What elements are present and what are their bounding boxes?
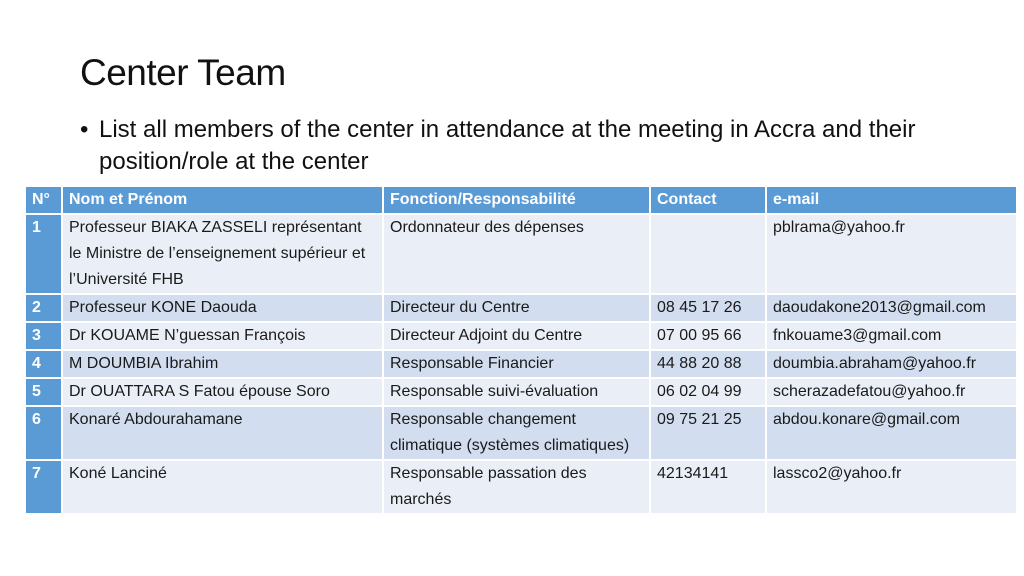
row-number: 6 (25, 406, 62, 460)
header-number: N° (25, 186, 62, 214)
row-email: scherazadefatou@yahoo.fr (766, 378, 1017, 406)
row-role: Responsable Financier (383, 350, 650, 378)
row-email: pblrama@yahoo.fr (766, 214, 1017, 294)
row-email: lassco2@yahoo.fr (766, 460, 1017, 514)
row-contact: 07 00 95 66 (650, 322, 766, 350)
row-email: doumbia.abraham@yahoo.fr (766, 350, 1017, 378)
row-role: Directeur du Centre (383, 294, 650, 322)
row-number: 3 (25, 322, 62, 350)
row-contact: 09 75 21 25 (650, 406, 766, 460)
row-number: 2 (25, 294, 62, 322)
row-name: M DOUMBIA Ibrahim (62, 350, 383, 378)
row-contact: 06 02 04 99 (650, 378, 766, 406)
row-name: Professeur KONE Daouda (62, 294, 383, 322)
row-contact: 44 88 20 88 (650, 350, 766, 378)
row-number: 4 (25, 350, 62, 378)
bullet-text: List all members of the center in attendance at the meeting in Accra and their position/role at the center (99, 116, 916, 175)
table-row (25, 322, 1017, 350)
table-row (25, 460, 1017, 514)
table-row (25, 214, 1017, 294)
header-function: Fonction/Responsabilité (383, 186, 650, 214)
row-email: fnkouame3@gmail.com (766, 322, 1017, 350)
slide-title: Center Team (80, 52, 286, 93)
row-contact (650, 214, 766, 294)
row-email: abdou.konare@gmail.com (766, 406, 1017, 460)
row-role: Responsable changement climatique (systèmes climatiques) (383, 406, 650, 460)
table-row (25, 406, 1017, 460)
row-role: Directeur Adjoint du Centre (383, 322, 650, 350)
row-name: Dr OUATTARA S Fatou épouse Soro (62, 378, 383, 406)
row-name: Dr KOUAME N’guessan François (62, 322, 383, 350)
bullet-dot-icon: • (80, 116, 89, 143)
row-role: Responsable passation des marchés (383, 460, 650, 514)
row-name: Koné Lanciné (62, 460, 383, 514)
header-name: Nom et Prénom (62, 186, 383, 214)
header-contact: Contact (650, 186, 766, 214)
header-email: e-mail (766, 186, 1017, 214)
bullet-item (80, 114, 960, 178)
row-role: Ordonnateur des dépenses (383, 214, 650, 294)
row-number: 1 (25, 214, 62, 294)
row-contact: 42134141 (650, 460, 766, 514)
row-role: Responsable suivi-évaluation (383, 378, 650, 406)
row-contact: 08 45 17 26 (650, 294, 766, 322)
row-email: daoudakone2013@gmail.com (766, 294, 1017, 322)
table-row (25, 378, 1017, 406)
table-row (25, 350, 1017, 378)
table-header-row (25, 186, 1017, 214)
table-row (25, 294, 1017, 322)
row-name: Konaré Abdourahamane (62, 406, 383, 460)
row-number: 7 (25, 460, 62, 514)
row-number: 5 (25, 378, 62, 406)
row-name: Professeur BIAKA ZASSELI représentant le Ministre de l’enseignement supérieur et l’Université FHB (62, 214, 383, 294)
team-table (24, 185, 1018, 515)
